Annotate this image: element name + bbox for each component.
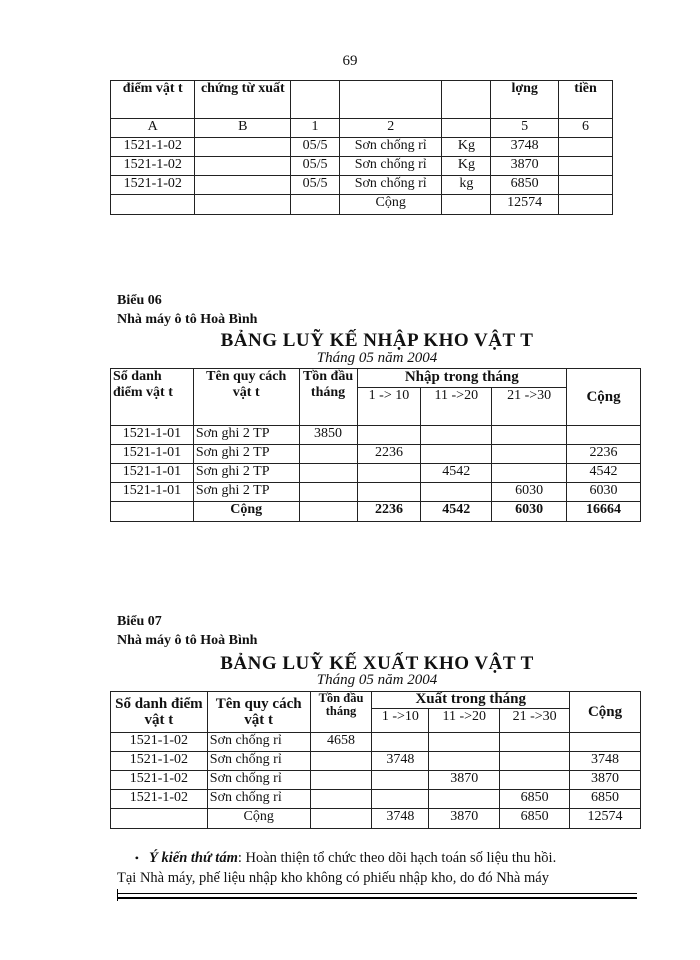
cell bbox=[299, 502, 357, 522]
cell: 1521-1-02 bbox=[111, 138, 195, 157]
cell bbox=[195, 195, 291, 215]
table-row bbox=[111, 483, 641, 502]
header-group: Nhập trong tháng bbox=[357, 369, 567, 388]
table-row bbox=[111, 790, 641, 809]
bieu06-company: Nhà máy ô tô Hoà Bình bbox=[117, 312, 258, 327]
total-value: 3870 bbox=[429, 809, 500, 829]
total-row bbox=[111, 195, 613, 215]
cell: 3870 bbox=[570, 771, 641, 790]
table-row bbox=[111, 464, 641, 483]
cell bbox=[500, 752, 570, 771]
table-bieu06 bbox=[110, 368, 641, 522]
code-cell: A bbox=[111, 119, 195, 138]
cell bbox=[421, 483, 492, 502]
footer-rule-thick bbox=[117, 897, 637, 899]
cell: 1521-1-02 bbox=[111, 752, 208, 771]
header-name: Tên quy cách vật t bbox=[193, 369, 299, 426]
cell bbox=[421, 445, 492, 464]
footer-rule-mark bbox=[117, 889, 118, 901]
cell: 4658 bbox=[310, 733, 372, 752]
total-row bbox=[111, 502, 641, 522]
cell bbox=[372, 733, 429, 752]
paragraph-line-2: Tại Nhà máy, phế liệu nhập kho không có phiếu nhập kho, do đó Nhà máy bbox=[117, 870, 549, 886]
cell: Sơn chống rỉ bbox=[339, 138, 442, 157]
code-cell bbox=[442, 119, 491, 138]
cell: 2236 bbox=[567, 445, 641, 464]
cell bbox=[442, 195, 491, 215]
header-code: Sổ danh điểm vật t bbox=[111, 692, 208, 733]
table-row bbox=[111, 733, 641, 752]
cell bbox=[310, 752, 372, 771]
cell bbox=[500, 771, 570, 790]
cell bbox=[195, 138, 291, 157]
total-label: Cộng bbox=[207, 809, 310, 829]
cell: kg bbox=[442, 176, 491, 195]
total-label: Cộng bbox=[339, 195, 442, 215]
header-name: Tên quy cách vật t bbox=[207, 692, 310, 733]
cell bbox=[492, 445, 567, 464]
cell: Sơn chống rỉ bbox=[207, 790, 310, 809]
cell: 3748 bbox=[372, 752, 429, 771]
cell bbox=[429, 733, 500, 752]
cell bbox=[357, 483, 421, 502]
cell bbox=[559, 195, 613, 215]
code-row bbox=[111, 119, 613, 138]
grand-total: 16664 bbox=[567, 502, 641, 522]
cell: 3748 bbox=[570, 752, 641, 771]
cell bbox=[299, 445, 357, 464]
cell bbox=[372, 771, 429, 790]
table-row bbox=[111, 176, 613, 195]
cell: Sơn chống rỉ bbox=[207, 752, 310, 771]
cell bbox=[111, 502, 194, 522]
header-group: Xuất trong tháng bbox=[372, 692, 570, 709]
code-cell: B bbox=[195, 119, 291, 138]
table-row bbox=[111, 157, 613, 176]
table-row bbox=[111, 426, 641, 445]
header-cell bbox=[291, 81, 340, 119]
header-p2: 11 ->20 bbox=[421, 388, 492, 426]
cell: 2236 bbox=[357, 445, 421, 464]
cell: 6030 bbox=[492, 483, 567, 502]
header-cell: chứng từ xuất bbox=[195, 81, 291, 119]
cell: 05/5 bbox=[291, 138, 340, 157]
cell bbox=[500, 733, 570, 752]
cell bbox=[421, 426, 492, 445]
header-cell bbox=[442, 81, 491, 119]
paragraph-text: : Hoàn thiện tổ chức theo dõi hạch toán số liệu thu hồi. bbox=[237, 850, 557, 866]
table-row bbox=[111, 752, 641, 771]
cell: 3870 bbox=[491, 157, 559, 176]
cell bbox=[111, 195, 195, 215]
table-header-row bbox=[111, 81, 613, 119]
cell: 1521-1-02 bbox=[111, 157, 195, 176]
cell bbox=[567, 426, 641, 445]
cell: Sơn chống rỉ bbox=[207, 771, 310, 790]
cell bbox=[195, 176, 291, 195]
header-cell: tiền bbox=[559, 81, 613, 119]
header-cell: điểm vật t bbox=[111, 81, 195, 119]
bieu07-company: Nhà máy ô tô Hoà Bình bbox=[117, 633, 258, 648]
total-value: 6850 bbox=[500, 809, 570, 829]
cell: 3748 bbox=[491, 138, 559, 157]
cell: 6850 bbox=[570, 790, 641, 809]
cell: Kg bbox=[442, 157, 491, 176]
cell bbox=[559, 157, 613, 176]
header-total: Cộng bbox=[567, 369, 641, 426]
cell: Sơn ghi 2 TP bbox=[193, 464, 299, 483]
header-p3: 21 ->30 bbox=[500, 709, 570, 733]
header-cell: lợng bbox=[491, 81, 559, 119]
grand-total: 12574 bbox=[570, 809, 641, 829]
table-row bbox=[111, 138, 613, 157]
paragraph-line-1 bbox=[117, 848, 637, 868]
table-row bbox=[111, 445, 641, 464]
cell bbox=[559, 176, 613, 195]
cell: Sơn chống rỉ bbox=[339, 176, 442, 195]
bieu06-subtitle: Tháng 05 năm 2004 bbox=[316, 350, 438, 366]
header-p2: 11 ->20 bbox=[429, 709, 500, 733]
total-value: 4542 bbox=[421, 502, 492, 522]
cell bbox=[492, 426, 567, 445]
cell: 1521-1-01 bbox=[111, 483, 194, 502]
code-cell: 1 bbox=[291, 119, 340, 138]
cell: 6850 bbox=[491, 176, 559, 195]
cell: 4542 bbox=[567, 464, 641, 483]
bieu06-title: BẢNG LUỸ KẾ NHẬP KHO VẬT T bbox=[220, 330, 534, 351]
cell bbox=[310, 809, 372, 829]
table-top bbox=[110, 80, 613, 215]
cell: Sơn ghi 2 TP bbox=[193, 445, 299, 464]
table-row bbox=[111, 771, 641, 790]
cell bbox=[429, 752, 500, 771]
cell: 1521-1-01 bbox=[111, 445, 194, 464]
cell bbox=[570, 733, 641, 752]
header-opening: Tồn đầu tháng bbox=[310, 692, 372, 733]
total-value: 12574 bbox=[491, 195, 559, 215]
header-p1: 1 -> 10 bbox=[357, 388, 421, 426]
cell: Sơn chống rỉ bbox=[207, 733, 310, 752]
code-cell: 2 bbox=[339, 119, 442, 138]
cell: 1521-1-02 bbox=[111, 790, 208, 809]
footer-rule bbox=[117, 893, 637, 894]
code-cell: 5 bbox=[491, 119, 559, 138]
cell: Sơn chống rỉ bbox=[339, 157, 442, 176]
table-bieu07 bbox=[110, 691, 641, 829]
bieu07-subtitle: Tháng 05 năm 2004 bbox=[316, 672, 438, 688]
header-cell bbox=[339, 81, 442, 119]
cell: 1521-1-02 bbox=[111, 733, 208, 752]
cell bbox=[111, 809, 208, 829]
bieu07-title: BẢNG LUỸ KẾ XUẤT KHO VẬT T bbox=[220, 653, 534, 674]
bullet-icon: • bbox=[134, 851, 139, 865]
cell: 6850 bbox=[500, 790, 570, 809]
cell: Sơn ghi 2 TP bbox=[193, 483, 299, 502]
cell: 05/5 bbox=[291, 176, 340, 195]
cell bbox=[559, 138, 613, 157]
cell bbox=[299, 483, 357, 502]
total-value: 6030 bbox=[492, 502, 567, 522]
cell bbox=[291, 195, 340, 215]
cell: 05/5 bbox=[291, 157, 340, 176]
bieu07-label: Biểu 07 bbox=[117, 614, 162, 629]
header-opening: Tồn đầu tháng bbox=[299, 369, 357, 426]
cell bbox=[492, 464, 567, 483]
cell bbox=[299, 464, 357, 483]
cell bbox=[372, 790, 429, 809]
cell: Kg bbox=[442, 138, 491, 157]
header-total: Cộng bbox=[570, 692, 641, 733]
cell: 1521-1-01 bbox=[111, 464, 194, 483]
bieu06-label: Biểu 06 bbox=[117, 293, 162, 308]
total-value: 2236 bbox=[357, 502, 421, 522]
header-code: Sổ danh điểm vật t bbox=[111, 369, 194, 426]
cell bbox=[357, 426, 421, 445]
code-cell: 6 bbox=[559, 119, 613, 138]
cell: 3870 bbox=[429, 771, 500, 790]
cell: 1521-1-02 bbox=[111, 176, 195, 195]
cell: 1521-1-02 bbox=[111, 771, 208, 790]
cell: Sơn ghi 2 TP bbox=[193, 426, 299, 445]
paragraph-heading: Ý kiến thứ tám bbox=[149, 850, 238, 866]
cell: 3850 bbox=[299, 426, 357, 445]
page-number: 69 bbox=[342, 53, 358, 69]
cell: 4542 bbox=[421, 464, 492, 483]
cell bbox=[357, 464, 421, 483]
cell bbox=[310, 771, 372, 790]
header-p3: 21 ->30 bbox=[492, 388, 567, 426]
total-value: 3748 bbox=[372, 809, 429, 829]
total-row bbox=[111, 809, 641, 829]
cell bbox=[195, 157, 291, 176]
cell: 1521-1-01 bbox=[111, 426, 194, 445]
cell bbox=[310, 790, 372, 809]
header-p1: 1 ->10 bbox=[372, 709, 429, 733]
cell bbox=[429, 790, 500, 809]
total-label: Cộng bbox=[193, 502, 299, 522]
cell: 6030 bbox=[567, 483, 641, 502]
